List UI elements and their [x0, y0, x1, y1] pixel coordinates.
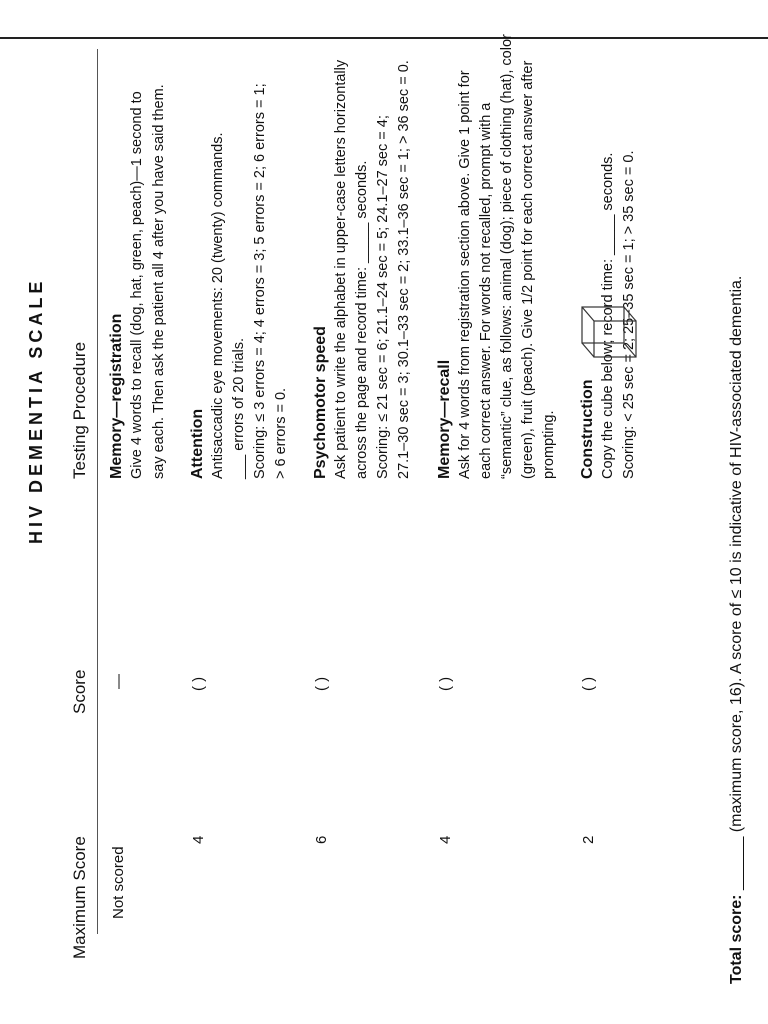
- row-2-max-score: 6: [313, 835, 330, 844]
- total-score-label: Total score:: [728, 894, 745, 984]
- header-testing-procedure: Testing Procedure: [70, 341, 89, 479]
- row-0-max-score: Not scored: [110, 846, 127, 919]
- row-4-line-1: Scoring: < 25 sec = 2; 25–35 sec = 1; > 35 sec = 0.: [621, 150, 637, 479]
- header-score: Score: [70, 669, 89, 714]
- row-3-line-3: (green), fruit (peach). Give 1/2 point for each correct answer after: [520, 60, 536, 479]
- total-score-line: [728, 276, 746, 984]
- cube-drawing: [580, 305, 640, 359]
- row-4-title: Construction: [579, 379, 596, 479]
- row-1-line-1: ___ errors of 20 trials.: [231, 337, 247, 479]
- row-0-score: —: [110, 674, 127, 689]
- row-0-line-0: Give 4 words to recall (dog, hat, green, peach)—1 second to: [129, 91, 145, 479]
- total-score-text: (maximum score, 16). A score of ≤ 10 is indicative of HIV-associated dementia.: [728, 275, 745, 833]
- row-3-line-1: each correct answer. For words not recalled, prompt with a: [478, 102, 494, 479]
- total-score-blank[interactable]: ______: [728, 836, 745, 891]
- row-3-line-4: prompting.: [541, 410, 557, 479]
- row-4-score[interactable]: ( ): [580, 676, 597, 691]
- row-1-max-score: 4: [190, 835, 207, 844]
- row-3-max-score: 4: [437, 835, 454, 844]
- row-1-line-0: Antisaccadic eye movements: 20 (twenty) commands.: [210, 132, 226, 479]
- scale-title: HIV DEMENTIA SCALE: [26, 277, 46, 544]
- row-1-score[interactable]: ( ): [190, 676, 207, 691]
- row-2-line-3: 27.1–30 sec = 3; 30.1–33 sec = 2; 33.1–36 sec = 1; > 36 sec = 0.: [396, 60, 412, 479]
- row-3-line-0: Ask for 4 words from registration section above. Give 1 point for: [457, 70, 473, 479]
- row-1-title: Attention: [189, 408, 206, 479]
- row-1-line-2: Scoring: ≤ 3 errors = 4; 4 errors = 3; 5 errors = 2; 6 errors = 1;: [252, 83, 268, 479]
- row-0-title: Memory—registration: [108, 313, 125, 479]
- row-1-line-3: > 6 errors = 0.: [273, 387, 289, 479]
- row-2-line-1: across the page and record time: _____ seconds.: [354, 160, 370, 479]
- row-0-line-1: say each. Then ask the patient all 4 after you have said them.: [151, 84, 167, 479]
- header-rule: [97, 49, 98, 934]
- header-max-score: Maximum Score: [70, 836, 89, 959]
- row-4-line-0: Copy the cube below; record time: _____ seconds.: [600, 152, 616, 479]
- row-2-score[interactable]: ( ): [313, 676, 330, 691]
- row-2-title: Psychomotor speed: [312, 326, 329, 479]
- row-4-max-score: 2: [580, 835, 597, 844]
- row-3-title: Memory—recall: [436, 359, 453, 479]
- row-2-line-2: Scoring: ≤ 21 sec = 6; 21.1–24 sec = 5; 24.1–27 sec = 4;: [375, 115, 391, 479]
- row-3-line-2: “semantic” clue, as follows: animal (dog); piece of clothing (hat), color: [499, 34, 515, 479]
- row-2-line-0: Ask patient to write the alphabet in upper-case letters horizontally: [333, 59, 349, 479]
- row-3-score[interactable]: ( ): [437, 676, 454, 691]
